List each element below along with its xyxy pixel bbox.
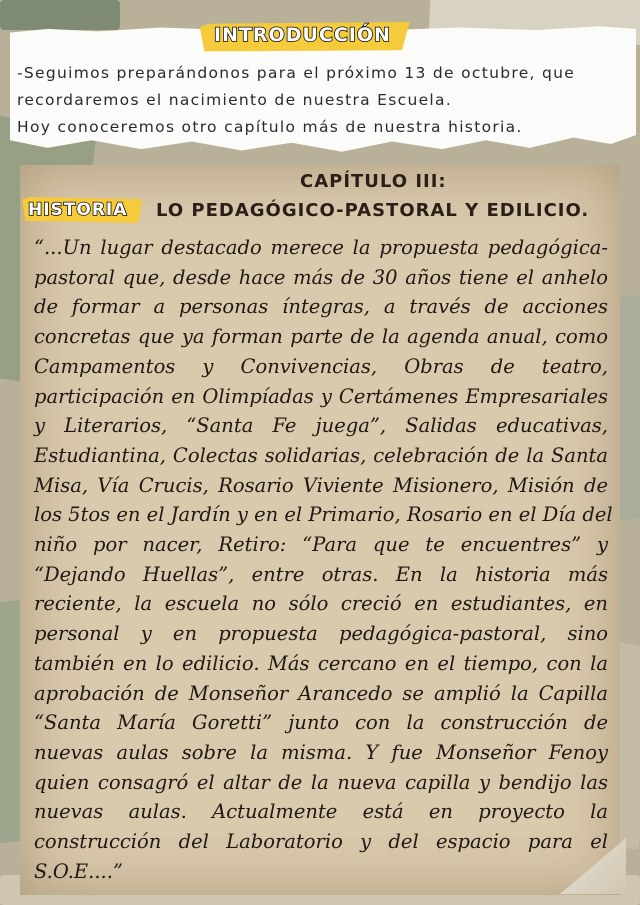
body-line: niño por nacer, Retiro: “Para que te encuentres” y bbox=[34, 533, 608, 557]
body-line: también en lo edilicio. Más cercano en el tiempo, con la bbox=[34, 651, 608, 675]
body-line: “...Un lugar destacado merece la propuesta pedagógica- bbox=[34, 236, 608, 259]
body-line: “Dejando Huellas”, entre otras. En la historia más bbox=[34, 562, 608, 586]
intro-text bbox=[17, 60, 633, 141]
body-line: reciente, la escuela no sólo creció en estudiantes, en bbox=[34, 592, 608, 616]
history-tag: HISTORIA bbox=[28, 200, 128, 220]
body-line: de formar a personas íntegras, a través de acciones bbox=[34, 295, 608, 319]
body-line: Campamentos y Convivencias, Obras de teatro, bbox=[34, 354, 608, 378]
body-line: los 5tos en el Jardín y en el Primario, Rosario en el Día del bbox=[34, 503, 613, 527]
chapter-title: LO PEDAGÓGICO-PASTORAL Y EDILICIO. bbox=[156, 200, 590, 221]
body-line: Misa, Vía Crucis, Rosario Viviente Misionero, Misión de bbox=[34, 473, 608, 497]
body-line: S.O.E....” bbox=[34, 859, 123, 883]
body-line: personal y en propuesta pedagógica-pastoral, sino bbox=[34, 622, 608, 646]
body-line: Estudiantina, Colectas solidarias, celebración de la Santa bbox=[34, 443, 608, 467]
intro-line: recordaremos el nacimiento de nuestra Escuela. bbox=[17, 91, 453, 109]
history-body bbox=[34, 233, 613, 886]
intro-tag: INTRODUCCIÓN bbox=[214, 24, 391, 46]
intro-line: Hoy conoceremos otro capítulo más de nuestra historia. bbox=[17, 118, 523, 136]
background-scrap bbox=[0, 0, 120, 30]
body-line: participación en Olimpíadas y Certámenes Empresariales bbox=[34, 384, 608, 408]
body-line: nuevas aulas sobre la misma. Y fue Monseñor Fenoy bbox=[34, 740, 608, 764]
body-line: construcción del Laboratorio y del espacio para el bbox=[34, 830, 608, 854]
body-line: “Santa María Goretti” junto con la construcción de bbox=[34, 711, 608, 735]
body-line: pastoral que, desde hace más de 30 años tiene el anhelo bbox=[34, 265, 608, 289]
body-line: aprobación de Monseñor Arancedo se amplió la Capilla bbox=[34, 681, 608, 705]
body-line: nuevas aulas. Actualmente está en proyecto la bbox=[34, 800, 608, 824]
body-line: y Literarios, “Santa Fe juega”, Salidas educativas, bbox=[34, 414, 608, 438]
chapter-number: CAPÍTULO III: bbox=[300, 171, 447, 192]
body-line: quien consagró el altar de la nueva capilla y bendijo las bbox=[34, 770, 608, 794]
body-line: concretas que ya forman parte de la agenda anual, como bbox=[34, 325, 608, 349]
intro-line: -Seguimos preparándonos para el próximo 13 de octubre, que bbox=[17, 64, 576, 82]
